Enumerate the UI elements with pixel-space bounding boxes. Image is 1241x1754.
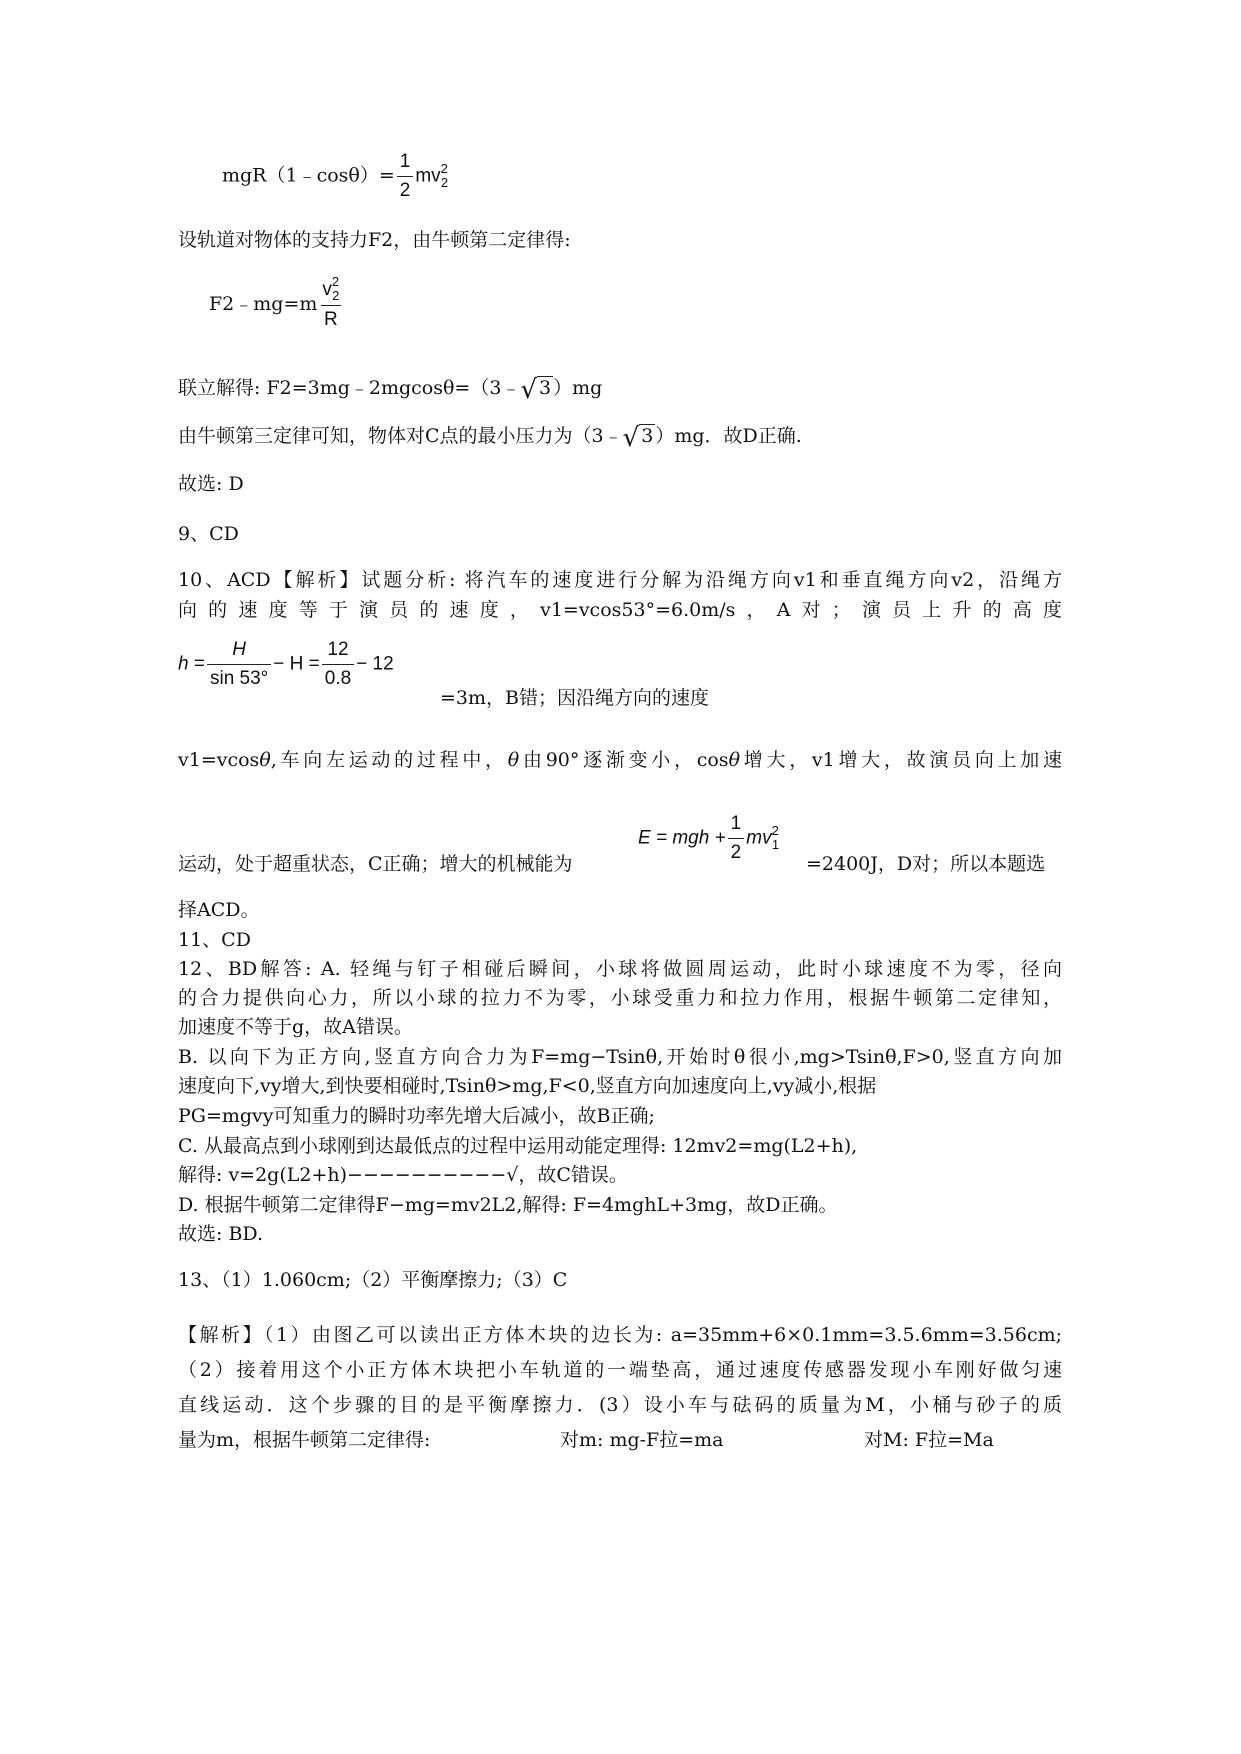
radicand: 3 bbox=[539, 377, 552, 399]
equation-mechanical-energy bbox=[638, 812, 779, 865]
text-segment: 联立解得: F2=3mg﹣2mgcosθ=（3﹣ bbox=[178, 377, 521, 399]
fraction bbox=[319, 274, 342, 332]
text-line: 择ACD。 bbox=[178, 899, 260, 921]
fraction bbox=[207, 638, 271, 691]
text-line: 对m: mg-F拉=ma bbox=[560, 1429, 724, 1451]
text-segment: 增大，v1增大，故演员向上加速 bbox=[740, 749, 1062, 771]
text-line: 设轨道对物体的支持力F2，由牛顿第二定律得: bbox=[178, 229, 571, 251]
text-line: 速度向下,vy增大,到快要相碰时,Tsinθ>mg,F<0,竖直方向加速度向上,vy减小,根据 bbox=[178, 1075, 877, 1097]
text-line: 的合力提供向心力，所以小球的拉力不为零，小球受重力和拉力作用，根据牛顿第二定律知， bbox=[178, 987, 1062, 1009]
text-line: 11、CD bbox=[178, 929, 251, 951]
denominator: sin 53° bbox=[207, 664, 271, 691]
text-line: B. 以向下为正方向,竖直方向合力为F=mg−Tsinθ,开始时θ很小,mg>Tsinθ,F>0,竖直方向加 bbox=[178, 1046, 1062, 1068]
text-line: D. 根据牛顿第二定律得F−mg=mv2L2,解得: F=4mghL+3mg，故D正确。 bbox=[178, 1194, 838, 1216]
text-segment: ）mg．故D正确. bbox=[655, 425, 802, 447]
operator: − 12 bbox=[356, 653, 394, 675]
fraction bbox=[397, 150, 414, 203]
equation-rhs: mv bbox=[746, 827, 772, 849]
subscript: 1 bbox=[771, 836, 780, 852]
text-line bbox=[178, 748, 1062, 772]
text-line: PG=mgvy可知重力的瞬时功率先增大后减小，故B正确; bbox=[178, 1105, 655, 1127]
variable: h bbox=[178, 653, 189, 675]
text-segment: ）mg bbox=[553, 377, 603, 399]
denominator: 2 bbox=[728, 838, 745, 865]
sqrt-expression bbox=[520, 374, 553, 405]
text-segment: 由90°逐渐变小，cos bbox=[519, 749, 729, 771]
text-line: 对M: F拉=Ma bbox=[864, 1429, 994, 1451]
numerator: 12 bbox=[327, 639, 349, 660]
text-line: 直线运动．这个步骤的目的是平衡摩擦力．(3）设小车与砝码的质量为M，小桶与砂子的质 bbox=[178, 1394, 1062, 1416]
text-line: 10、ACD【解析】试题分析: 将汽车的速度进行分解为沿绳方向v1和垂直绳方向v2，沿绳方 bbox=[178, 569, 1062, 591]
text-line: 解得: v=2g(L2+h)−−−−−−−−−−√，故C错误。 bbox=[178, 1164, 628, 1186]
equation-energy bbox=[222, 150, 448, 203]
text-line: （2）接着用这个小正方体木块把小车轨道的一端垫高，通过速度传感器发现小车刚好做匀速 bbox=[178, 1359, 1062, 1381]
denominator: 0.8 bbox=[322, 664, 354, 691]
text-line: 运动，处于超重状态，C正确；增大的机械能为 bbox=[178, 853, 573, 875]
radicand: 3 bbox=[641, 425, 654, 447]
text-line: 向的速度等于演员的速度，v1=vcos53°=6.0m/s，A对；演员上升的高度 bbox=[178, 599, 1062, 621]
text-segment: v1=vcos bbox=[178, 749, 260, 771]
text-line: 量为m，根据牛顿第二定律得: bbox=[178, 1429, 431, 1451]
text-line bbox=[178, 374, 603, 405]
text-segment: 由牛顿第三定律可知，物体对C点的最小压力为（3﹣ bbox=[178, 425, 623, 447]
subscript: 2 bbox=[440, 174, 449, 190]
superscript: 2 bbox=[331, 274, 340, 289]
text-line: 9、CD bbox=[178, 523, 239, 545]
numerator bbox=[319, 274, 342, 305]
equation-lhs: mgR（1﹣cosθ）= bbox=[222, 164, 395, 187]
theta-symbol: θ bbox=[507, 749, 520, 771]
text-line: 【解析】（1）由图乙可以读出正方体木块的边长为: a=35mm+6×0.1mm=3.5.6mm=3.56cm; bbox=[178, 1324, 1062, 1346]
equation-lhs: F2﹣mg=m bbox=[209, 293, 318, 315]
operator: − H = bbox=[273, 653, 320, 675]
equation-height bbox=[178, 638, 394, 691]
superscript: 2 bbox=[440, 160, 448, 176]
text-line: 12、BD解答: A. 轻绳与钉子相碰后瞬间，小球将做圆周运动，此时小球速度不为零，径向 bbox=[178, 958, 1062, 980]
superscript: 2 bbox=[771, 822, 779, 838]
theta-symbol: θ bbox=[728, 749, 741, 771]
sqrt-expression bbox=[622, 422, 656, 453]
text-line: 故选: BD. bbox=[178, 1223, 263, 1245]
text-line: =2400J，D对；所以本题选 bbox=[806, 853, 1046, 875]
text-line: C. 从最高点到小球刚到达最低点的过程中运用动能定理得: 12mv2=mg(L2+h), bbox=[178, 1135, 858, 1157]
denominator: R bbox=[321, 305, 341, 332]
text-line: =3m，B错；因沿绳方向的速度 bbox=[440, 687, 709, 709]
numerator: H bbox=[232, 639, 246, 660]
equation-newton bbox=[209, 274, 344, 332]
text-line: 故选: D bbox=[178, 473, 244, 495]
text-segment: ,车向左运动的过程中， bbox=[270, 749, 508, 771]
text-line: 加速度不等于g，故A错误。 bbox=[178, 1016, 413, 1038]
fraction bbox=[322, 638, 354, 691]
num-base: v bbox=[322, 279, 332, 300]
sqrt-icon: √ bbox=[520, 375, 538, 405]
denominator: 2 bbox=[397, 176, 414, 203]
text-line: 13、（1）1.060cm;（2）平衡摩擦力;（3）C bbox=[178, 1269, 568, 1291]
operator: = bbox=[193, 653, 205, 675]
fraction bbox=[728, 812, 745, 865]
numerator: 1 bbox=[730, 813, 742, 834]
equation-rhs: mv bbox=[415, 165, 441, 187]
numerator: 1 bbox=[399, 151, 411, 172]
equation-lhs: E = mgh + bbox=[638, 827, 726, 849]
theta-symbol: θ bbox=[259, 749, 271, 771]
sqrt-icon: √ bbox=[622, 423, 640, 453]
subscript: 2 bbox=[332, 288, 340, 303]
text-line bbox=[178, 422, 802, 453]
